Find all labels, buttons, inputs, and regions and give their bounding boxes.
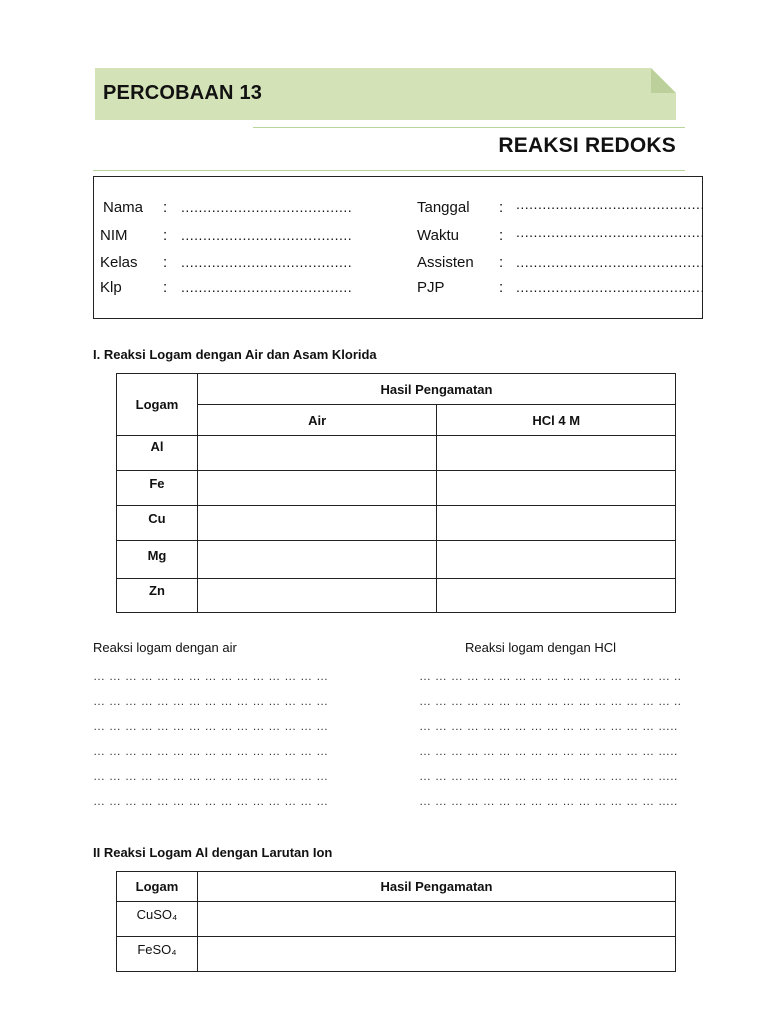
- answer-line-hcl[interactable]: … … … … … … … … … … … … … … … …..: [419, 794, 678, 808]
- identity-field-tanggal[interactable]: ...........................................: [516, 196, 705, 212]
- table1-hcl-cell[interactable]: [437, 579, 676, 613]
- identity-label-nim: NIM: [100, 227, 128, 244]
- table2-result-cell[interactable]: [197, 937, 675, 972]
- table-row: [117, 541, 676, 579]
- table1-metal-cell: Zn: [117, 579, 198, 613]
- table1-metal-cell: Cu: [117, 506, 198, 541]
- table2-solution-cell: CuSO₄: [117, 902, 198, 937]
- identity-colon: :: [499, 199, 504, 216]
- table1-air-cell[interactable]: [197, 436, 437, 471]
- answer-line-water[interactable]: … … … … … … … … … … … … … … …: [93, 744, 329, 758]
- table1-air-cell[interactable]: [197, 541, 437, 579]
- table1-metal-cell: Fe: [117, 471, 198, 506]
- table1-hcl-cell[interactable]: [437, 436, 676, 471]
- identity-field-nama[interactable]: .......................................: [181, 199, 353, 215]
- answer-line-hcl[interactable]: … … … … … … … … … … … … … … … …..: [419, 719, 678, 733]
- table2-solution-cell: FeSO₄: [117, 937, 198, 972]
- answer-line-hcl[interactable]: … … … … … … … … … … … … … … … … ..: [419, 694, 682, 708]
- identity-label-waktu: Waktu: [417, 227, 459, 244]
- table1-hcl-cell[interactable]: [437, 471, 676, 506]
- table-row: [117, 471, 676, 506]
- answer-line-hcl[interactable]: … … … … … … … … … … … … … … … …..: [419, 769, 678, 783]
- identity-label-assisten: Assisten: [417, 254, 474, 271]
- section-2-title: II Reaksi Logam Al dengan Larutan Ion: [93, 845, 333, 860]
- banner-fold-corner: [651, 68, 676, 93]
- table1-header-logam: Logam: [117, 374, 198, 436]
- identity-label-klp: Klp: [100, 279, 122, 296]
- answer-line-water[interactable]: … … … … … … … … … … … … … … …: [93, 669, 329, 683]
- table-row: [117, 506, 676, 541]
- table-row: [117, 436, 676, 471]
- identity-label-nama: Nama: [103, 199, 144, 216]
- identity-field-nim[interactable]: .......................................: [181, 227, 353, 243]
- section-1-title: I. Reaksi Logam dengan Air dan Asam Klorida: [93, 347, 377, 362]
- identity-field-klp[interactable]: .......................................: [181, 279, 353, 295]
- table2-header-hasil: Hasil Pengamatan: [197, 872, 675, 902]
- identity-field-kelas[interactable]: .......................................: [181, 254, 353, 270]
- identity-label-tanggal: Tanggal: [417, 199, 470, 216]
- table1-metal-cell: Mg: [117, 541, 198, 579]
- table1-subheader-air: Air: [197, 405, 437, 436]
- experiment-title: PERCOBAAN 13: [103, 82, 263, 104]
- header-rule-top: [253, 127, 685, 128]
- table2-result-cell[interactable]: [197, 902, 675, 937]
- table1-subheader-hcl: HCl 4 M: [437, 405, 676, 436]
- table2-header-logam: Logam: [117, 872, 198, 902]
- observation-table-2: [116, 871, 676, 972]
- page-subtitle: REAKSI REDOKS: [498, 134, 676, 157]
- identity-colon: :: [499, 254, 504, 271]
- table1-hcl-cell[interactable]: [437, 506, 676, 541]
- answer-line-water[interactable]: … … … … … … … … … … … … … … …: [93, 769, 329, 783]
- identity-field-waktu[interactable]: ...........................................: [516, 224, 705, 240]
- identity-label-kelas: Kelas: [100, 254, 138, 271]
- table1-metal-cell: Al: [117, 436, 198, 471]
- reaction-water-label: Reaksi logam dengan air: [93, 640, 237, 655]
- identity-field-assisten[interactable]: ...........................................: [516, 254, 705, 270]
- table-row: [117, 937, 676, 972]
- table1-air-cell[interactable]: [197, 579, 437, 613]
- table-row: [117, 579, 676, 613]
- answer-line-hcl[interactable]: … … … … … … … … … … … … … … … …..: [419, 744, 678, 758]
- identity-label-pjp: PJP: [417, 279, 445, 296]
- observation-table-1: [116, 373, 676, 613]
- table1-header-hasil: Hasil Pengamatan: [197, 374, 675, 405]
- identity-colon: :: [163, 254, 168, 271]
- answer-line-water[interactable]: … … … … … … … … … … … … … … …: [93, 794, 329, 808]
- identity-field-pjp[interactable]: ...........................................: [516, 279, 705, 295]
- table-row: [117, 902, 676, 937]
- identity-colon: :: [163, 227, 168, 244]
- table1-air-cell[interactable]: [197, 506, 437, 541]
- answer-line-water[interactable]: … … … … … … … … … … … … … … …: [93, 694, 329, 708]
- identity-colon: :: [163, 279, 168, 296]
- identity-colon: :: [499, 279, 504, 296]
- table1-hcl-cell[interactable]: [437, 541, 676, 579]
- table1-air-cell[interactable]: [197, 471, 437, 506]
- header-rule-bottom: [93, 170, 685, 171]
- answer-line-hcl[interactable]: … … … … … … … … … … … … … … … … ..: [419, 669, 682, 683]
- identity-colon: :: [163, 199, 168, 216]
- answer-line-water[interactable]: … … … … … … … … … … … … … … …: [93, 719, 329, 733]
- identity-colon: :: [499, 227, 504, 244]
- reaction-hcl-label: Reaksi logam dengan HCl: [465, 640, 617, 655]
